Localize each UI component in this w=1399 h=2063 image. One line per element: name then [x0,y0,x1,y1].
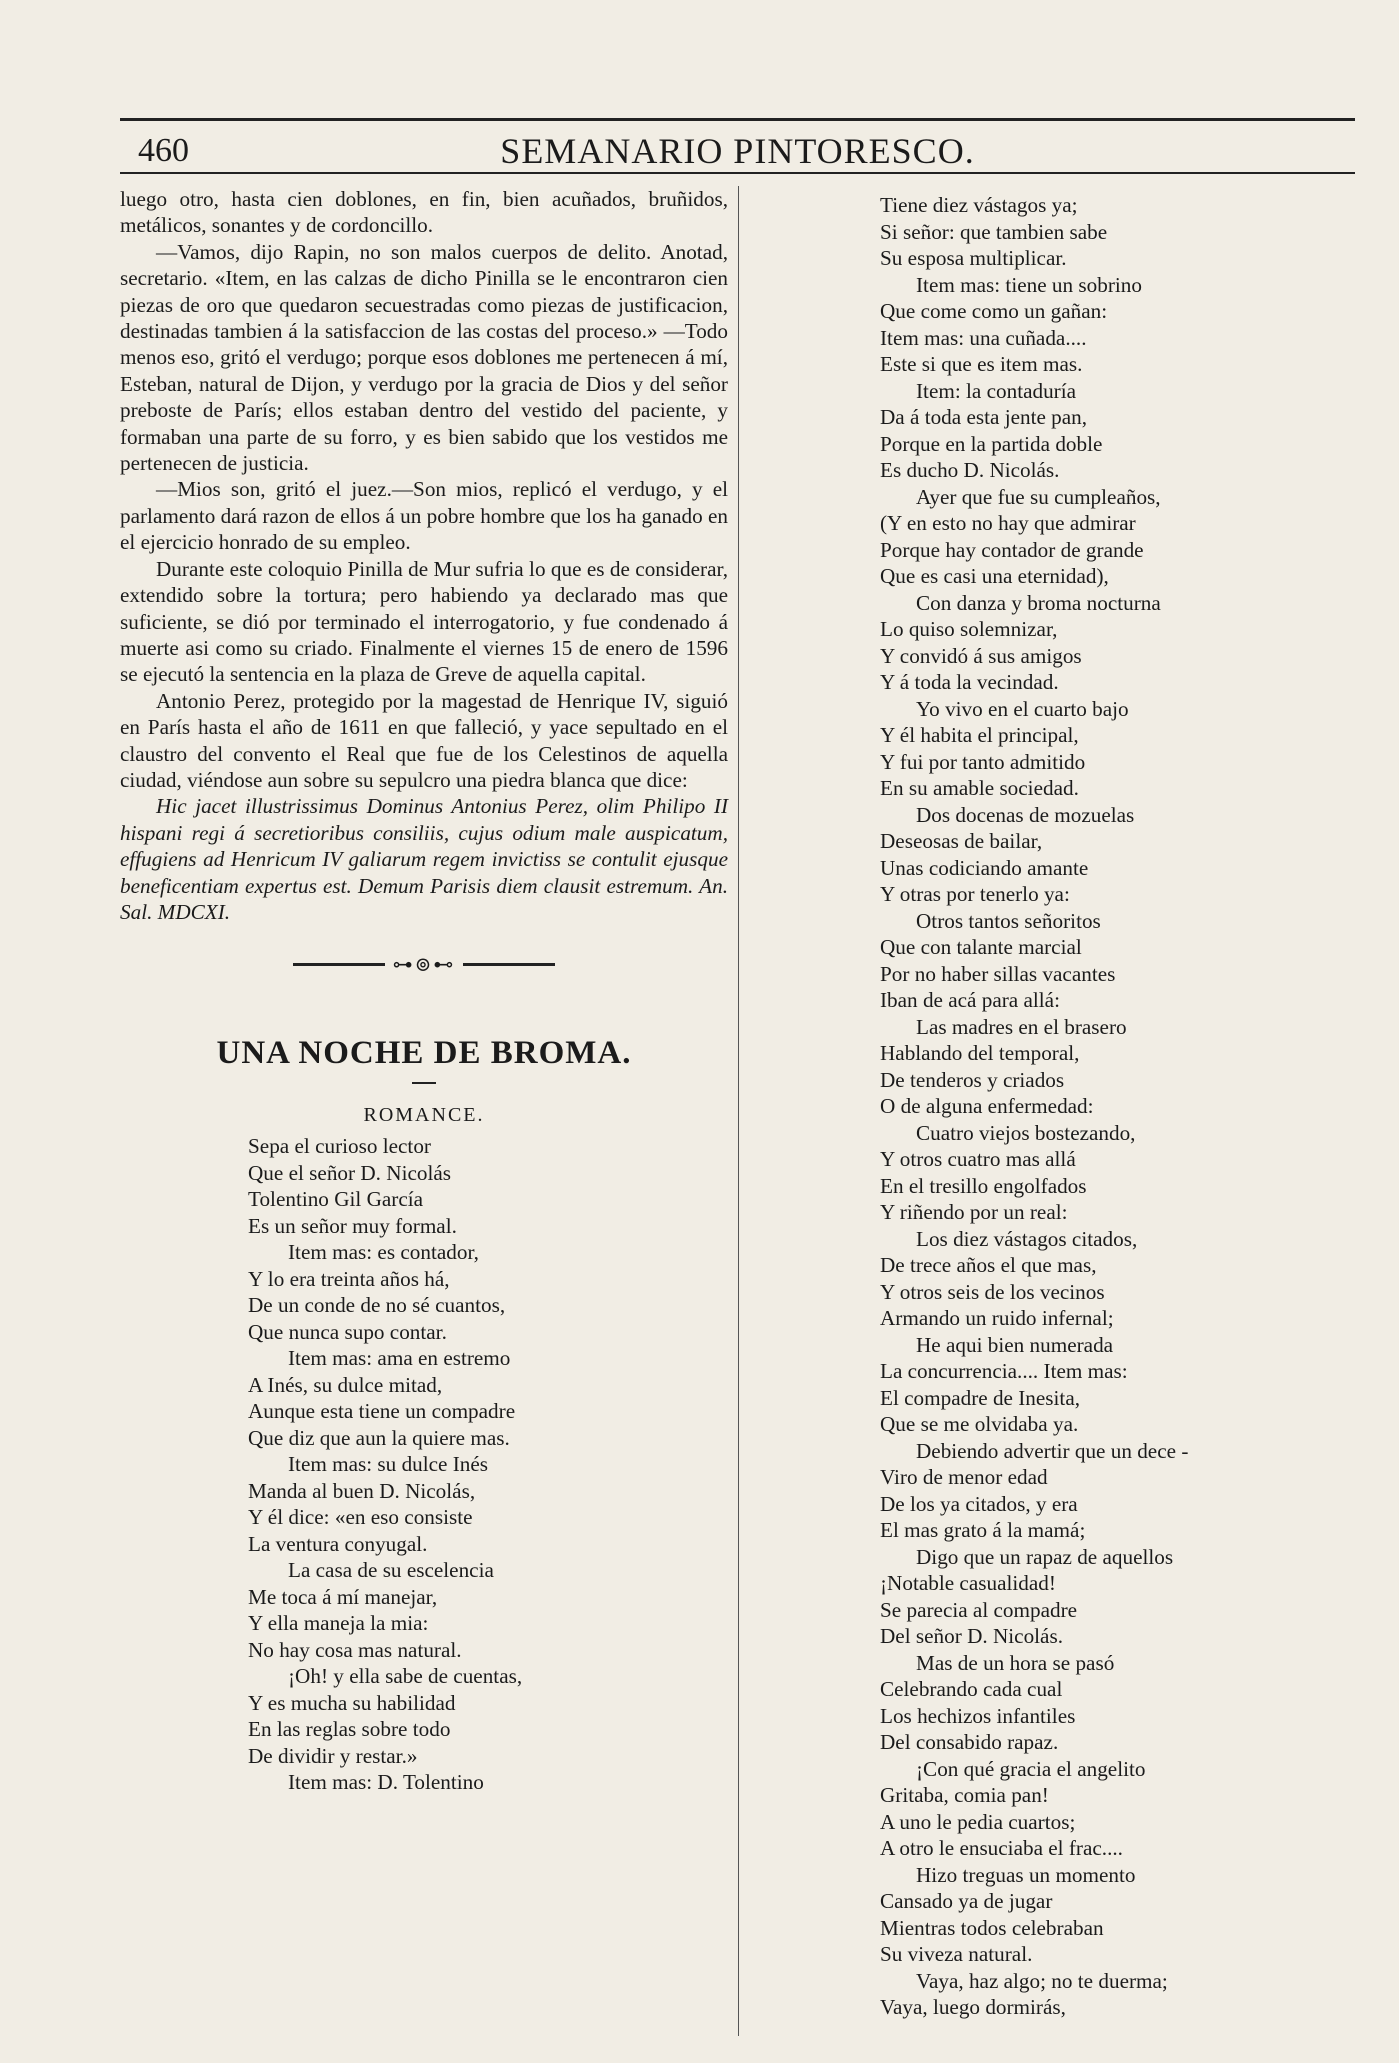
verse-line: Manda al buen D. Nicolás, [248,1478,476,1503]
verse-line: Unas codiciando amante [880,855,1089,880]
verse-line: Por no haber sillas vacantes [880,961,1116,986]
paragraph: —Vamos, dijo Rapin, no son malos cuerpos de delito. Anotad, secretario. «Item, en las calzas de dicho Pinilla se le encontraron cien piezas de oro que quedaron secuestradas como piezas de justificacion, destinadas tambien á la satisfaccion de las costas del proceso.» —Todo menos eso, gritó el verdugo; porque esos doblones me pertenecen á mí, Esteban, natural de Dijon, y verdugo por la gracia de Dios y del señor preboste de París; ellos estaban dentro del vestido del paciente, y formaban una parte de su forro, y es bien sabido que los vestidos me pertenecen de justicia. [120,239,728,476]
verse-line: Y él habita el principal, [880,723,1079,747]
verse-line: Los hechizos infantiles [880,1703,1076,1728]
article-title: UNA NOCHE DE BROMA. [216,1035,632,1072]
verse-line: A otro le ensuciaba el frac.... [880,1836,1123,1860]
verse-line: La concurrencia.... Item mas: [880,1359,1128,1383]
header-bottom-rule [120,172,1355,174]
ornament-line-right [463,963,555,966]
verse-line: Item mas: su dulce Inés [288,1452,489,1477]
ornament-knot-icon: ⊶⊚⊷ [392,953,456,976]
verse-line: Es ducho D. Nicolás. [880,458,1060,482]
verse-line: Yo vivo en el cuarto bajo [916,696,1129,721]
verse-line: ¡Oh! y ella sabe de cuentas, [288,1664,523,1689]
section-title: ROMANCE. [363,1104,485,1127]
verse-line: Y lo era treinta años há, [248,1266,450,1291]
verse-line: Aunque esta tiene un compadre [248,1399,516,1424]
verse-line: Del señor D. Nicolás. [880,1624,1063,1648]
verse-line: Hablando del temporal, [880,1041,1080,1065]
verse-line: Que come como un gañan: [880,299,1108,323]
verse-line: Este si que es item mas. [880,352,1083,376]
verse-line: Cuatro viejos bostezando, [916,1120,1136,1145]
verse-line: En las reglas sobre todo [248,1717,451,1742]
verse-line: Su esposa multiplicar. [880,246,1067,270]
verse-line: ¡Con qué gracia el angelito [916,1756,1146,1781]
verse-line: En el tresillo engolfados [880,1173,1087,1198]
verse-line: Celebrando cada cual [880,1677,1063,1701]
verse-line: Vaya, haz algo; no te duerma; [916,1968,1168,1993]
verse-line: De los ya citados, y era [880,1491,1078,1516]
section-ornament [120,951,728,977]
verse-line: Otros tantos señoritos [916,908,1101,933]
verse-line: Dos docenas de mozuelas [916,802,1135,827]
paragraph: —Mios son, gritó el juez.—Son mios, replicó el verdugo, y el parlamento dará razon de ellos á un pobre hombre que los ha ganado en el ejercicio honrado de su empleo. [120,477,728,555]
verse-line: Sepa el curioso lector [248,1134,431,1159]
verse-line: Y convidó á sus amigos [880,643,1082,668]
verse-line: Item mas: una cuñada.... [880,325,1087,350]
column-divider [738,186,739,2036]
poem-left [120,1133,728,1796]
verse-line: Me toca á mí manejar, [248,1584,438,1609]
verse-line: El compadre de Inesita, [880,1385,1081,1410]
paragraph: Durante este coloquio Pinilla de Mur sufria lo que es de considerar, extendido sobre la tortura; pero habiendo ya declarado mas que suficiente, se dió por terminado el interrogatorio, y fue condenado á muerte asi como su criado. Finalmente el viernes 15 de enero de 1596 se ejecutó la sentencia en la plaza de Greve de aquella capital. [120,556,728,687]
verse-line: Tolentino Gil García [248,1187,424,1212]
verse-line: Que es casi una eternidad), [880,564,1109,588]
verse-line: Da á toda esta jente pan, [880,405,1088,429]
verse-line: Ayer que fue su cumpleaños, [916,484,1161,509]
verse-line: Que diz que aun la quiere mas. [248,1425,510,1450]
verse-line: Los diez vástagos citados, [916,1226,1138,1251]
verse-line: He aqui bien numerada [916,1332,1114,1357]
verse-line: Y otros cuatro mas allá [880,1147,1076,1171]
verse-line: ¡Notable casualidad! [880,1571,1056,1595]
verse-line: Item mas: ama en estremo [288,1346,511,1371]
verse-line: Que se me olvidaba ya. [880,1412,1079,1436]
verse-line: Lo quiso solemnizar, [880,617,1058,641]
verse-line: Viro de menor edad [880,1465,1048,1489]
ornament-line-left [293,963,385,966]
running-title: SEMANARIO PINTORESCO. [500,131,975,171]
verse-line: De dividir y restar.» [248,1743,418,1768]
verse-line: Y riñendo por un real: [880,1200,1068,1224]
verse-line: Y otras por tenerlo ya: [880,882,1070,906]
verse-line: De un conde de no sé cuantos, [248,1293,506,1318]
verse-line: Mientras todos celebraban [880,1915,1104,1940]
verse-line: Cansado ya de jugar [880,1889,1053,1913]
verse-line: Porque en la partida doble [880,431,1103,456]
verse-line: Su viveza natural. [880,1942,1033,1966]
verse-line: Las madres en el brasero [916,1014,1127,1039]
verse-line: Digo que un rapaz de aquellos [916,1544,1174,1569]
epitaph-inscription: Hic jacet illustrissimus Dominus Antonius Perez, olim Philipo II hispani regi á secretioribus consiliis, cujus odium male auspicatum, effugiens ad Henricum IV galiarum regem invictiss se contulit ejusque beneficentiam expertus est. Demum Parisis diem clausit estremum. An. Sal. MDCXI. [120,794,728,924]
verse-line: A uno le pedia cuartos; [880,1809,1076,1834]
verse-line: A Inés, su dulce mitad, [248,1372,443,1397]
paragraph: Antonio Perez, protegido por la magestad de Henrique IV, siguió en París hasta el año de 1611 en que falleció, y yace sepultado en el claustro del convento el Real que fue de los Celestinos de aquella ciudad, viéndose aun sobre su sepulcro una piedra blanca que dice: [120,688,728,792]
left-prose [120,186,728,925]
verse-line: Y él dice: «en eso consiste [248,1505,473,1530]
verse-line: O de alguna enfermedad: [880,1094,1094,1118]
verse-line: Porque hay contador de grande [880,537,1144,562]
verse-line: Si señor: que tambien sabe [880,219,1108,244]
verse-line: Item mas: D. Tolentino [288,1770,484,1795]
verse-line: De tenderos y criados [880,1067,1065,1092]
paragraph: luego otro, hasta cien doblones, en fin, bien acuñados, bruñidos, metálicos, sonantes y de cordoncillo. [120,187,728,238]
verse-line: (Y en esto no hay que admirar [880,511,1136,535]
verse-line: Hizo treguas un momento [916,1862,1136,1887]
poem-right [748,192,1348,2021]
verse-line: En su amable sociedad. [880,776,1079,800]
verse-line: Item: la contaduría [916,378,1077,403]
verse-line: Iban de acá para allá: [880,988,1060,1012]
verse-line: Y ella maneja la mia: [248,1611,429,1636]
verse-line: Que el señor D. Nicolás [248,1160,451,1185]
verse-line: Y otros seis de los vecinos [880,1279,1105,1304]
verse-line: Del consabido rapaz. [880,1730,1059,1754]
page-number: 460 [138,132,189,169]
left-column [120,186,728,1796]
verse-line: Y fui por tanto admitido [880,749,1086,774]
verse-line: Gritaba, comia pan! [880,1783,1049,1807]
verse-line: La casa de su escelencia [288,1558,494,1583]
verse-line: No hay cosa mas natural. [248,1637,462,1662]
verse-line: Item mas: es contador, [288,1240,479,1265]
verse-line: De trece años el que mas, [880,1253,1097,1277]
title-rule [412,1082,436,1084]
verse-line: Es un señor muy formal. [248,1213,457,1238]
verse-line: Que nunca supo contar. [248,1319,447,1344]
verse-line: Y es mucha su habilidad [248,1690,456,1715]
verse-line: Y á toda la vecindad. [880,670,1059,694]
right-column [748,186,1348,2021]
verse-line: Item mas: tiene un sobrino [916,272,1142,297]
verse-line: Se parecia al compadre [880,1597,1078,1622]
verse-line: Armando un ruido infernal; [880,1306,1114,1330]
verse-line: Mas de un hora se pasó [916,1650,1115,1675]
verse-line: Que con talante marcial [880,935,1082,959]
verse-line: Deseosas de bailar, [880,829,1043,853]
verse-line: Vaya, luego dormirás, [880,1995,1066,2019]
verse-line: La ventura conyugal. [248,1531,428,1556]
verse-line: El mas grato á la mamá; [880,1518,1086,1542]
header-top-rule [120,118,1355,121]
page-header [120,110,1355,171]
verse-line: Con danza y broma nocturna [916,590,1161,615]
verse-line: Debiendo advertir que un dece - [916,1438,1189,1463]
verse-line: Tiene diez vástagos ya; [880,193,1078,217]
